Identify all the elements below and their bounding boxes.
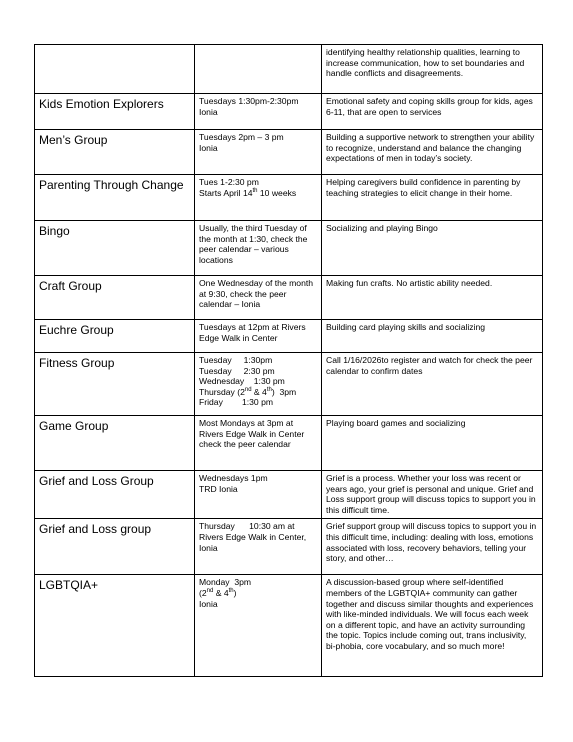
group-schedule	[195, 353, 322, 416]
description-text: Grief is a process. Whether your loss was recent or years ago, your grief is personal and unique. Grief and Loss support group will discuss topics to support you in this difficult time.	[326, 473, 536, 515]
group-schedule	[195, 519, 322, 575]
group-schedule	[195, 130, 322, 175]
table-row	[35, 45, 543, 94]
group-schedule	[195, 575, 322, 677]
group-schedule	[195, 276, 322, 320]
table-row	[35, 353, 543, 416]
table-row	[35, 94, 543, 130]
group-name: Craft Group	[35, 276, 195, 320]
group-description	[322, 130, 543, 175]
group-description	[322, 353, 543, 416]
schedule-line: TRD Ionia	[199, 483, 238, 494]
table-row	[35, 575, 543, 677]
group-name: Parenting Through Change	[35, 175, 195, 221]
group-name: Bingo	[35, 221, 195, 276]
group-description	[322, 575, 543, 677]
schedule-line: Wednesday 1:30 pm	[199, 376, 285, 387]
schedule-line: Tuesdays 1:30pm-2:30pm	[199, 96, 299, 106]
group-name: Grief and Loss group	[35, 519, 195, 575]
group-description	[322, 320, 543, 353]
group-description	[322, 175, 543, 221]
schedule-line: Tuesdays 2pm – 3 pm	[199, 132, 284, 142]
schedule-line: Monday 3pm	[199, 577, 252, 588]
table-row	[35, 175, 543, 221]
description-text: identifying healthy relationship qualities, learning to increase communication, how to set boundaries and handle conflicts and disagreements.	[326, 47, 525, 79]
group-name: LGBTQIA+	[35, 575, 195, 677]
group-name: Game Group	[35, 416, 195, 471]
group-name: Kids Emotion Explorers	[35, 94, 195, 130]
schedule-line: Wednesdays 1pm	[199, 473, 268, 483]
schedule-line: Ionia	[199, 142, 218, 153]
table-row	[35, 130, 543, 175]
schedule-line: Friday 1:30 pm	[199, 397, 274, 408]
group-description	[322, 416, 543, 471]
description-text: Socializing and playing Bingo	[326, 223, 438, 233]
schedule-line: Thursday (2nd & 4th) 3pm	[199, 386, 297, 397]
schedule-line: Most Mondays at 3pm at Rivers Edge Walk in Center check the peer calendar	[199, 418, 307, 450]
table-row	[35, 471, 543, 519]
table-row	[35, 519, 543, 575]
group-name: Euchre Group	[35, 320, 195, 353]
group-description	[322, 276, 543, 320]
schedule-line: Usually, the third Tuesday of the month at 1:30, check the peer calendar – various locations	[199, 223, 310, 265]
group-schedule	[195, 320, 322, 353]
group-schedule	[195, 471, 322, 519]
group-schedule	[195, 94, 322, 130]
description-text: Building card playing skills and socializing	[326, 322, 486, 332]
group-schedule	[195, 45, 322, 94]
group-description	[322, 94, 543, 130]
schedule-line: Ionia	[199, 598, 218, 609]
description-text: Making fun crafts. No artistic ability needed.	[326, 278, 493, 288]
description-text: A discussion-based group where self-identified members of the LGBTQIA+ community can gather together and discuss similar thoughts and experiences with like-minded individuals. We will focus each week on a different topic, and have an activity surrounding the topic. Topics include coming out, trans inclusivity, bi-phobia, core vocabulary, and so much more!	[326, 577, 534, 651]
group-schedule	[195, 221, 322, 276]
description-text: Grief support group will discuss topics to support you in this difficult time, including: dealing with loss, emotions associated with loss, recovery behaviors, telling your story, and other…	[326, 521, 537, 564]
schedule-line: Ionia	[199, 106, 218, 117]
support-groups-table	[34, 44, 543, 677]
table-row	[35, 416, 543, 471]
group-name: Men’s Group	[35, 130, 195, 175]
table-row	[35, 221, 543, 276]
group-description	[322, 221, 543, 276]
schedule-line: (2nd & 4th)	[199, 587, 237, 598]
schedule-line: Thursday 10:30 am at Rivers Edge Walk in Center, Ionia	[199, 521, 309, 553]
group-description	[322, 519, 543, 575]
group-description	[322, 45, 543, 94]
group-name	[35, 45, 195, 94]
description-text: Emotional safety and coping skills group for kids, ages 6-11, that are open to services	[326, 96, 533, 117]
group-description	[322, 471, 543, 519]
description-text: Building a supportive network to strengthen your ability to recognize, understand and balance the changing expectations of men in today’s society.	[326, 132, 535, 164]
group-name: Fitness Group	[35, 353, 195, 416]
group-schedule	[195, 416, 322, 471]
group-schedule	[195, 175, 322, 221]
schedule-line: One Wednesday of the month at 9:30, check the peer calendar – Ionia	[199, 278, 316, 310]
table-body	[35, 45, 543, 677]
table-row	[35, 276, 543, 320]
schedule-line: Tuesday 1:30pm	[199, 355, 273, 365]
group-name: Grief and Loss Group	[35, 471, 195, 519]
schedule-line: Starts April 14th 10 weeks	[199, 187, 297, 198]
table-row	[35, 320, 543, 353]
schedule-line: Tuesdays at 12pm at Rivers Edge Walk in Center	[199, 322, 309, 343]
schedule-line: Tuesday 2:30 pm	[199, 365, 275, 376]
description-text: Call 1/16/2026to register and watch for check the peer calendar to confirm dates	[326, 355, 533, 376]
schedule-line: Tues 1-2:30 pm	[199, 177, 259, 187]
description-text: Playing board games and socializing	[326, 418, 466, 428]
description-text: Helping caregivers build confidence in parenting by teaching strategies to elicit change in their home.	[326, 177, 521, 198]
